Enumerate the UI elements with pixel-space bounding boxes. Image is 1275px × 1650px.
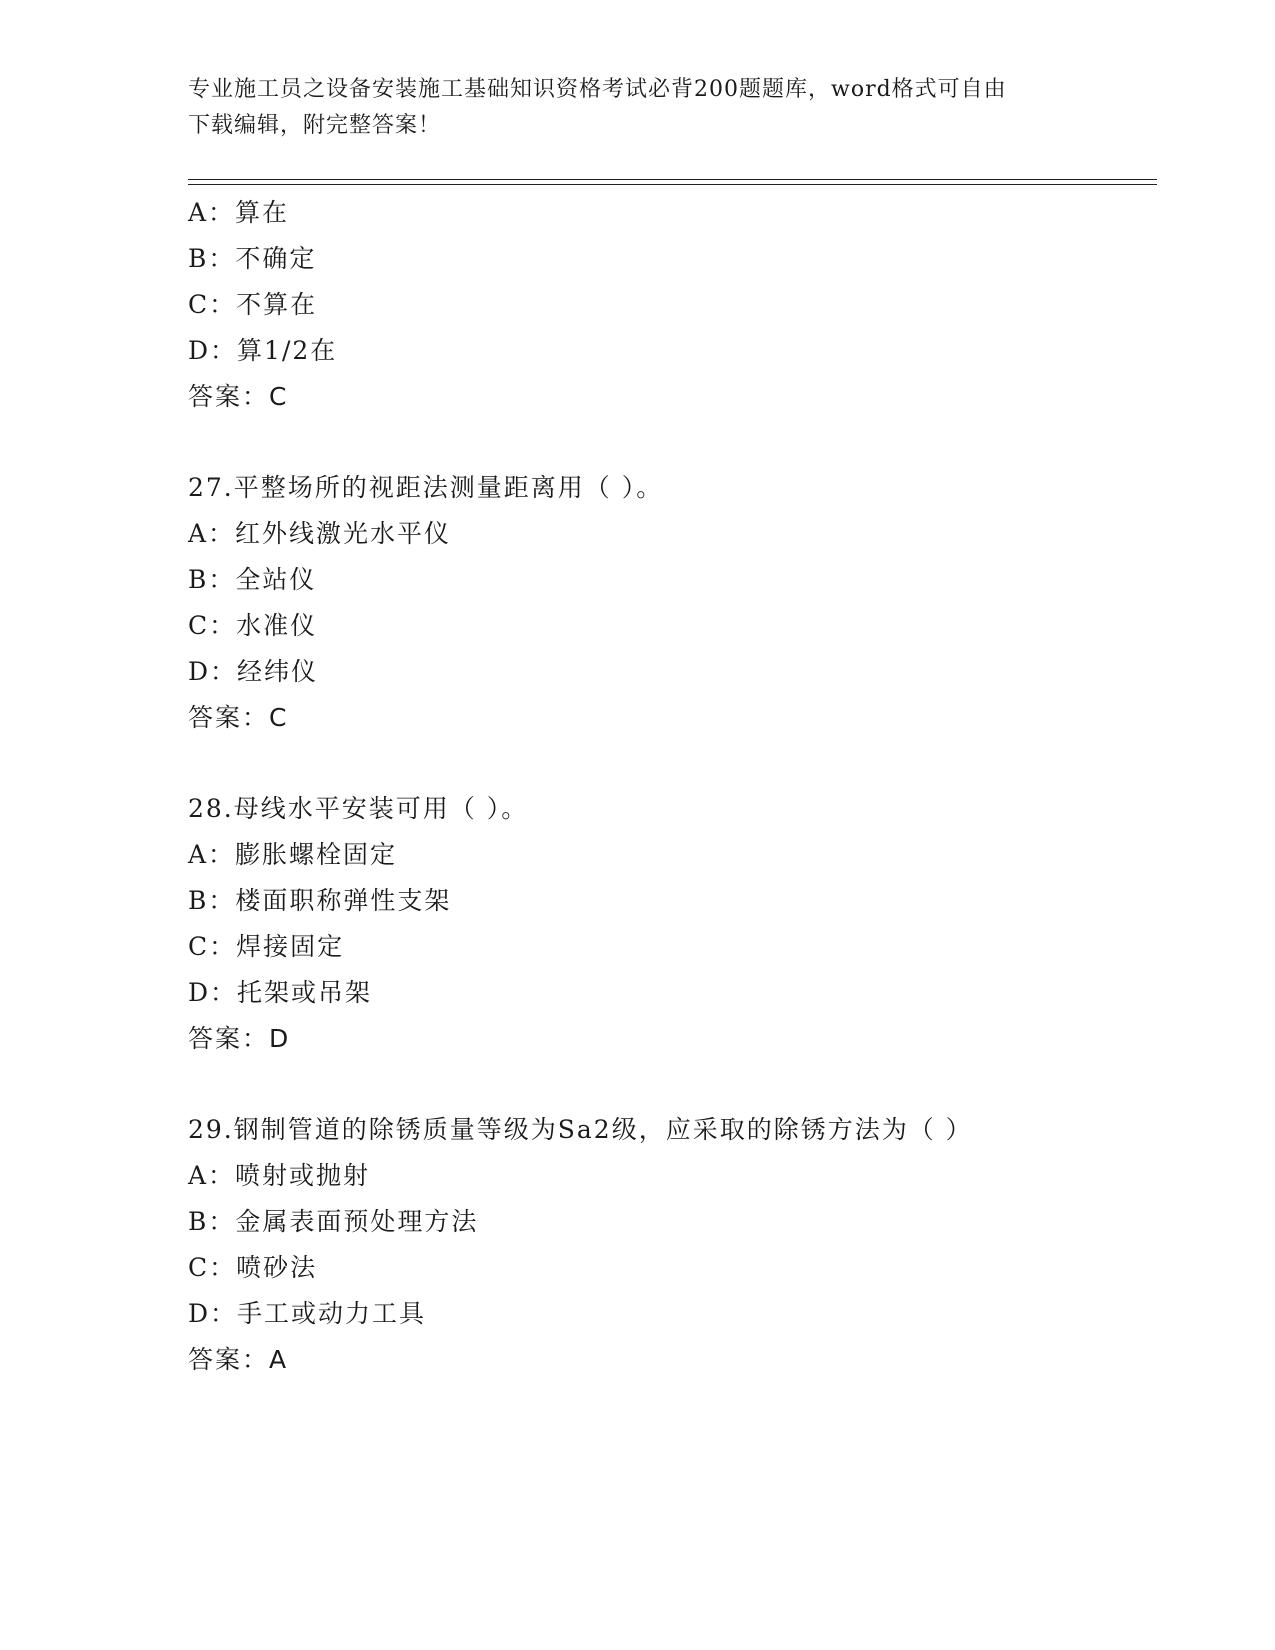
spacer xyxy=(188,741,1148,786)
option-b: B：全站仪 xyxy=(188,565,317,594)
option-a: A：红外线激光水平仪 xyxy=(188,519,452,548)
header-divider-bottom xyxy=(188,184,1157,185)
header-line-1: 专业施工员之设备安装施工基础知识资格考试必背200题题库，word格式可自由 xyxy=(188,77,1007,102)
option-c: C：水准仪 xyxy=(188,611,318,640)
option-b: B：不确定 xyxy=(188,244,317,273)
spacer xyxy=(188,420,1148,465)
option-c: C：焊接固定 xyxy=(188,932,345,961)
question-title: 27.平整场所的视距法测量距离用（ ）。 xyxy=(188,473,664,502)
answer-line: 答案：C xyxy=(188,382,289,411)
spacer xyxy=(188,1062,1148,1107)
answer-line: 答案：D xyxy=(188,1024,291,1053)
option-b: B：金属表面预处理方法 xyxy=(188,1207,479,1236)
question-title: 29.钢制管道的除锈质量等级为Sa2级，应采取的除锈方法为（ ） xyxy=(188,1115,973,1144)
header-line-2: 下载编辑，附完整答案！ xyxy=(188,113,442,138)
question-list xyxy=(188,190,1148,1383)
option-a: A：膨胀螺栓固定 xyxy=(188,840,398,869)
question-block xyxy=(188,786,1148,1062)
question-block xyxy=(188,465,1148,741)
question-title: 28.母线水平安装可用（ ）。 xyxy=(188,794,529,823)
answer-line: 答案：A xyxy=(188,1345,289,1374)
option-b: B：楼面职称弹性支架 xyxy=(188,886,452,915)
option-d: D：算1/2在 xyxy=(188,336,338,365)
option-d: D：托架或吊架 xyxy=(188,978,373,1007)
question-block xyxy=(188,190,1148,420)
option-c: C：喷砂法 xyxy=(188,1253,318,1282)
answer-line: 答案：C xyxy=(188,703,289,732)
option-a: A：喷射或抛射 xyxy=(188,1161,371,1190)
header-divider-top xyxy=(188,179,1157,180)
document-header xyxy=(188,72,1088,144)
option-d: D：手工或动力工具 xyxy=(188,1299,427,1328)
option-d: D：经纬仪 xyxy=(188,657,319,686)
option-a: A：算在 xyxy=(188,198,290,227)
question-block xyxy=(188,1107,1148,1383)
option-c: C：不算在 xyxy=(188,290,318,319)
